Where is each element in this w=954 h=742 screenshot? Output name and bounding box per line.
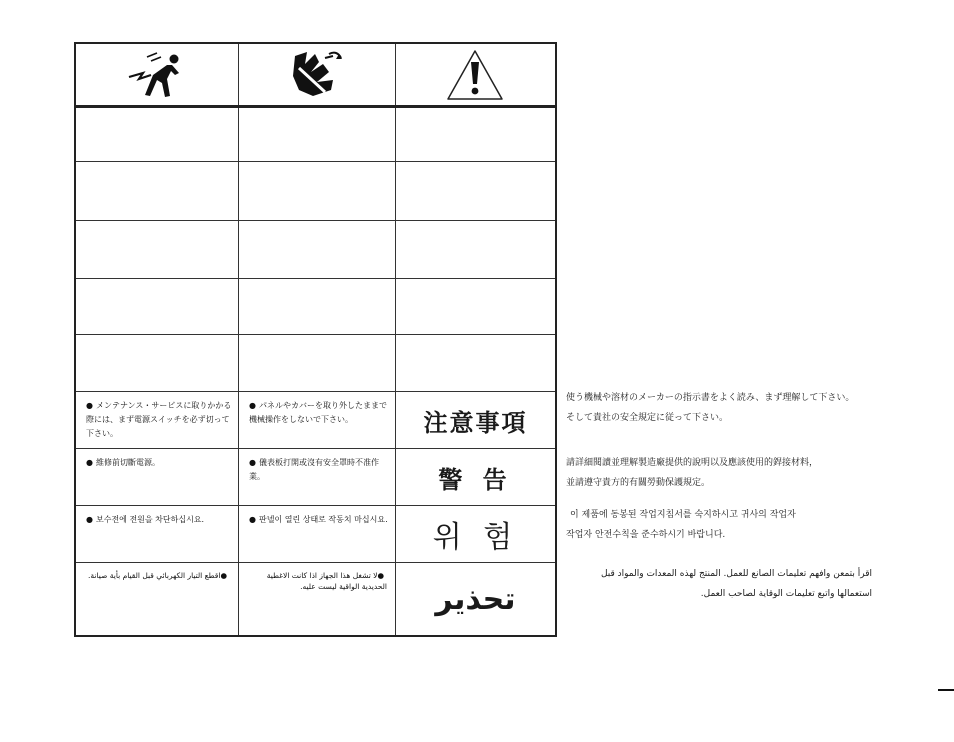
side-text-line: 이 제품에 동봉된 작업지침서를 숙지하시고 귀사의 작업자 <box>570 510 796 520</box>
row-divider <box>76 161 555 162</box>
bullet-icon: ● <box>377 571 384 580</box>
instruction-text: 儀表板打開或沒有安全罩時不准作業。 <box>249 458 379 481</box>
side-text-arabic <box>566 564 872 604</box>
instruction-cell-chinese-1 <box>76 449 238 505</box>
instruction-cell-arabic-1 <box>76 563 238 635</box>
page-edge-mark <box>938 689 954 691</box>
bullet-icon: ● <box>86 515 93 524</box>
heading-korean: 위 험 <box>432 520 519 555</box>
row-divider <box>76 278 555 279</box>
bullet-icon: ● <box>249 401 256 410</box>
side-text-korean <box>566 505 796 545</box>
moving-parts-hand-icon <box>238 44 395 106</box>
side-text-line: 使う機械や溶材のメーカーの指示書をよく読み、まず理解して下さい。 <box>566 393 855 403</box>
instruction-text: اقطع التيار الكهربائي قبل القيام بأية صيانة. <box>87 571 221 580</box>
instruction-cell-japanese-1 <box>76 392 238 448</box>
instruction-text: 판넬이 열린 상태로 작동치 마십시요. <box>258 515 388 524</box>
heading-japanese: 注意事項 <box>423 408 528 437</box>
heading-chinese: 警 告 <box>438 465 513 494</box>
side-text-line: 並請遵守貴方的有關勞動保護規定。 <box>566 478 711 488</box>
instruction-cell-korean-2 <box>239 506 395 562</box>
bullet-icon: ● <box>86 458 93 467</box>
row-divider <box>76 220 555 221</box>
side-text-line: 작업자 안전수칙을 준수하시기 바랍니다. <box>566 530 726 540</box>
side-text-japanese <box>566 388 854 428</box>
side-text-chinese <box>566 453 818 493</box>
instruction-cell-japanese-2 <box>239 392 395 448</box>
instruction-text: パネルやカバーを取り外したままで機械操作をしないで下さい。 <box>249 401 387 424</box>
bullet-icon: ● <box>220 571 227 580</box>
instruction-cell-arabic-2 <box>239 563 395 635</box>
row-divider <box>76 334 555 335</box>
side-text-line: そして貴社の安全規定に従って下さい。 <box>566 413 729 423</box>
safety-warning-table <box>74 42 557 637</box>
instruction-cell-korean-1 <box>76 506 238 562</box>
instruction-cell-chinese-2 <box>239 449 395 505</box>
bullet-icon: ● <box>249 515 256 524</box>
bullet-icon: ● <box>86 401 93 410</box>
side-text-line: اقرأ بتمعن وافهم تعليمات الصانع للعمل. المنتج لهذه المعدات والمواد قبل استعمالها واتبع تعليمات الوقاية لصاحب العمل. <box>600 569 872 599</box>
heading-arabic: تحذير <box>435 581 516 617</box>
instruction-text: メンテナンス・サービスに取りかかる際には、まず電源スイッチを必ず切って下さい。 <box>86 401 232 438</box>
instruction-text: 보수전에 전원을 차단하십시요. <box>95 515 205 524</box>
bullet-icon: ● <box>249 458 256 467</box>
instruction-text: 維修前切斷電源。 <box>95 458 160 467</box>
warning-triangle-icon <box>395 44 555 106</box>
side-text-line: 請詳細閱讀並理解製造廠提供的說明以及應該使用的銲接材料， <box>566 458 819 468</box>
instruction-text: لا تشغل هذا الجهاز اذا كانت الاغطية الحديدية الواقية ليست عليه. <box>266 571 387 591</box>
electric-shock-icon <box>76 44 238 106</box>
